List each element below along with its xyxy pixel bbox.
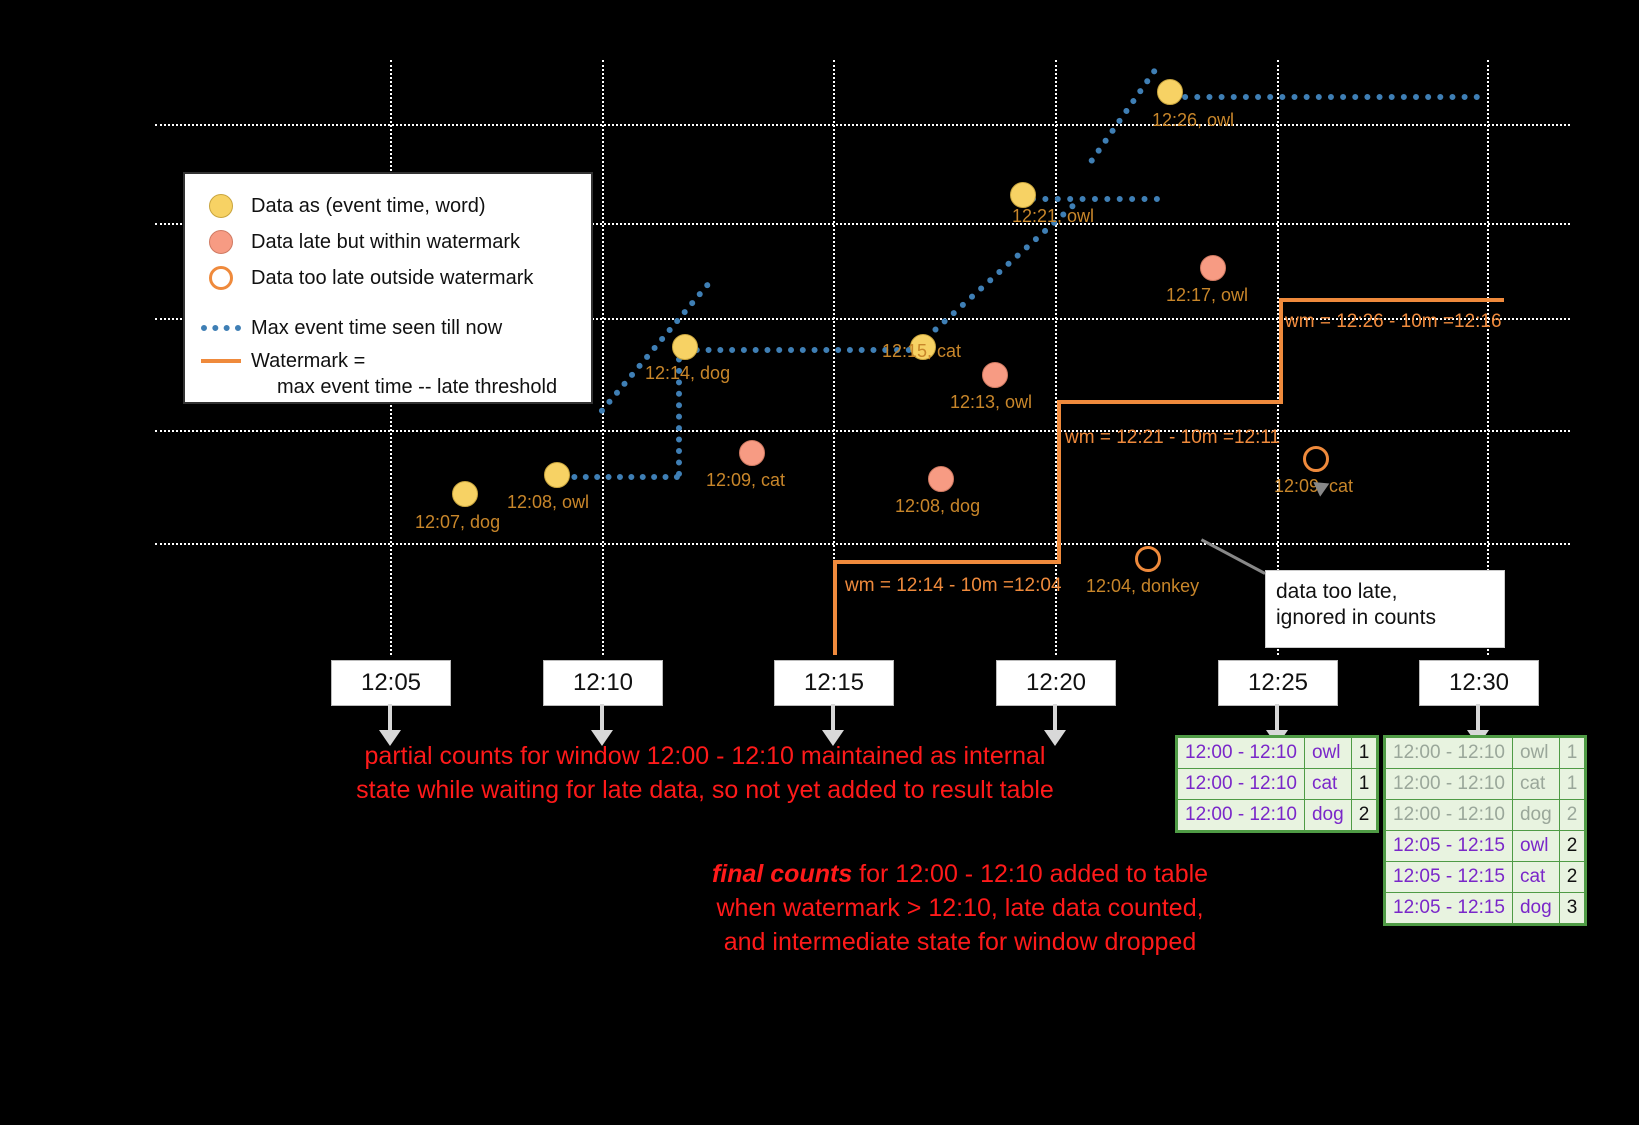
result-table-1225	[1175, 735, 1379, 833]
table-cell-word: cat	[1512, 862, 1559, 893]
axis-arrow-line	[1275, 704, 1279, 732]
table-cell-word: owl	[1512, 831, 1559, 862]
legend-label: Data too late outside watermark	[251, 266, 534, 289]
ontime-dot-icon	[201, 194, 241, 218]
table-row	[1385, 893, 1586, 925]
gridline-vertical	[1055, 60, 1057, 655]
watermark-step-horizontal	[1057, 400, 1283, 404]
watermark-label: wm = 12:26 - 10m =12:16	[1285, 311, 1502, 332]
table-cell-window: 12:05 - 12:15	[1385, 831, 1513, 862]
orange-solid-line-icon	[201, 359, 241, 363]
watermark-label: wm = 12:21 - 10m =12:11	[1065, 427, 1281, 448]
gridline-vertical	[602, 60, 604, 655]
max-event-time-segment	[1170, 94, 1480, 100]
data-point-label: 12:14, dog	[645, 363, 731, 383]
annotation-partial-line-1: partial counts for window 12:00 - 12:10 maintained as internal	[364, 742, 1046, 770]
data-point-late	[928, 466, 954, 492]
table-cell-word: cat	[1304, 769, 1351, 800]
axis-arrow-line	[388, 704, 392, 732]
data-point-ontime	[1010, 182, 1036, 208]
axis-tick-1225: 12:25	[1218, 660, 1338, 706]
table-cell-count: 2	[1559, 862, 1586, 893]
annotation-partial-line-2: state while waiting for late data, so not yet added to result table	[356, 775, 1054, 804]
max-event-time-segment	[1088, 67, 1159, 165]
watermark-step-vertical	[833, 560, 837, 655]
axis-arrow-line	[600, 704, 604, 732]
table-cell-count: 2	[1559, 831, 1586, 862]
legend-row	[201, 188, 575, 224]
table-row	[1177, 800, 1378, 832]
annotation-final-line-3: and intermediate state for window dropped	[723, 927, 1197, 956]
table-cell-count: 1	[1351, 769, 1378, 800]
data-point-late	[1200, 255, 1226, 281]
data-point-label: 12:09, cat	[706, 470, 786, 490]
watermark-step-vertical	[1279, 298, 1283, 402]
result-table-1230	[1383, 735, 1587, 926]
watermark-step-horizontal	[1279, 298, 1504, 302]
table-cell-window: 12:00 - 12:10	[1177, 769, 1305, 800]
legend-label: Data as (event time, word)	[251, 194, 486, 217]
data-point-label: 12:13, owl	[950, 392, 1033, 412]
legend-label: Max event time seen till now	[251, 316, 503, 339]
axis-arrow-line	[831, 704, 835, 732]
data-point-label: 12:17, owl	[1166, 285, 1249, 305]
data-point-ontime	[452, 481, 478, 507]
table-row	[1385, 737, 1586, 769]
callout-line-2: ignored in counts	[1276, 606, 1436, 630]
data-point-toolate	[1135, 546, 1161, 572]
callout-line-1: data too late,	[1276, 580, 1398, 603]
table-cell-window: 12:00 - 12:10	[1385, 769, 1513, 800]
gridline-vertical	[1487, 60, 1489, 655]
table-cell-count: 1	[1559, 737, 1586, 769]
table-cell-word: dog	[1512, 893, 1559, 925]
annotation-final-rest: for 12:00 - 12:10 added to table	[852, 860, 1209, 888]
data-point-label: 12:09, cat	[1274, 476, 1354, 496]
annotation-final-line-1	[700, 858, 1220, 892]
data-point-ontime	[672, 334, 698, 360]
table-cell-count: 2	[1559, 800, 1586, 831]
table-cell-window: 12:05 - 12:15	[1385, 893, 1513, 925]
data-point-late	[982, 362, 1008, 388]
table-cell-window: 12:05 - 12:15	[1385, 862, 1513, 893]
data-point-label: 12:21, owl	[1012, 206, 1095, 226]
table-cell-count: 3	[1559, 893, 1586, 925]
table-row	[1177, 737, 1378, 769]
axis-tick-1205: 12:05	[331, 660, 451, 706]
data-point-label: 12:04, donkey	[1086, 576, 1200, 596]
data-point-label: 12:08, owl	[507, 492, 590, 512]
axis-tick-1230: 12:30	[1419, 660, 1539, 706]
annotation-final-lead: final counts	[711, 860, 853, 888]
data-point-late	[739, 440, 765, 466]
table-cell-count: 2	[1351, 800, 1378, 832]
toolate-dot-icon	[201, 266, 241, 290]
annotation-final-line-2: when watermark > 12:10, late data counted,	[716, 893, 1204, 922]
legend-row	[201, 346, 575, 376]
legend-row	[201, 224, 575, 260]
blue-dotted-line-icon	[201, 325, 241, 331]
table-cell-word: dog	[1304, 800, 1351, 832]
gridline-horizontal	[155, 124, 1570, 126]
legend-row	[201, 310, 575, 346]
legend-row	[201, 260, 575, 296]
table-cell-count: 1	[1559, 769, 1586, 800]
legend	[183, 172, 593, 404]
callout-too-late	[1265, 570, 1505, 648]
watermark-step-horizontal	[833, 560, 1061, 564]
table-cell-window: 12:00 - 12:10	[1385, 737, 1513, 769]
data-point-label: 12:15, cat	[882, 341, 962, 361]
table-cell-word: dog	[1512, 800, 1559, 831]
max-event-time-segment	[560, 474, 680, 480]
table-cell-window: 12:00 - 12:10	[1177, 737, 1305, 769]
table-row	[1385, 769, 1586, 800]
max-event-time-segment	[682, 347, 912, 353]
watermark-step-vertical	[1057, 400, 1061, 562]
table-row	[1385, 831, 1586, 862]
data-point-label: 12:08, dog	[895, 496, 981, 516]
max-event-time-segment	[1030, 196, 1160, 202]
legend-label: Watermark =	[251, 349, 366, 372]
table-cell-word: owl	[1304, 737, 1351, 769]
legend-label: Data late but within watermark	[251, 230, 521, 253]
axis-arrow-line	[1053, 704, 1057, 732]
gridline-horizontal	[155, 430, 1570, 432]
table-cell-window: 12:00 - 12:10	[1177, 800, 1305, 832]
data-point-ontime	[544, 462, 570, 488]
data-point-ontime	[1157, 79, 1183, 105]
table-cell-word: owl	[1512, 737, 1559, 769]
table-cell-word: cat	[1512, 769, 1559, 800]
annotation-partial-counts	[330, 740, 1080, 808]
annotation-final-counts	[700, 858, 1220, 959]
axis-arrow-line	[1476, 704, 1480, 732]
table-cell-window: 12:00 - 12:10	[1385, 800, 1513, 831]
late-dot-icon	[201, 230, 241, 254]
data-point-label: 12:07, dog	[415, 512, 501, 532]
legend-label-continued: max event time -- late threshold	[277, 376, 558, 398]
axis-tick-1215: 12:15	[774, 660, 894, 706]
data-point-toolate	[1303, 446, 1329, 472]
data-point-label: 12:26, owl	[1152, 110, 1235, 130]
axis-tick-1210: 12:10	[543, 660, 663, 706]
watermark-label: wm = 12:14 - 10m =12:04	[845, 575, 1062, 596]
table-row	[1177, 769, 1378, 800]
gridline-horizontal	[155, 543, 1570, 545]
table-cell-count: 1	[1351, 737, 1378, 769]
table-row	[1385, 800, 1586, 831]
table-row	[1385, 862, 1586, 893]
axis-tick-1220: 12:20	[996, 660, 1116, 706]
